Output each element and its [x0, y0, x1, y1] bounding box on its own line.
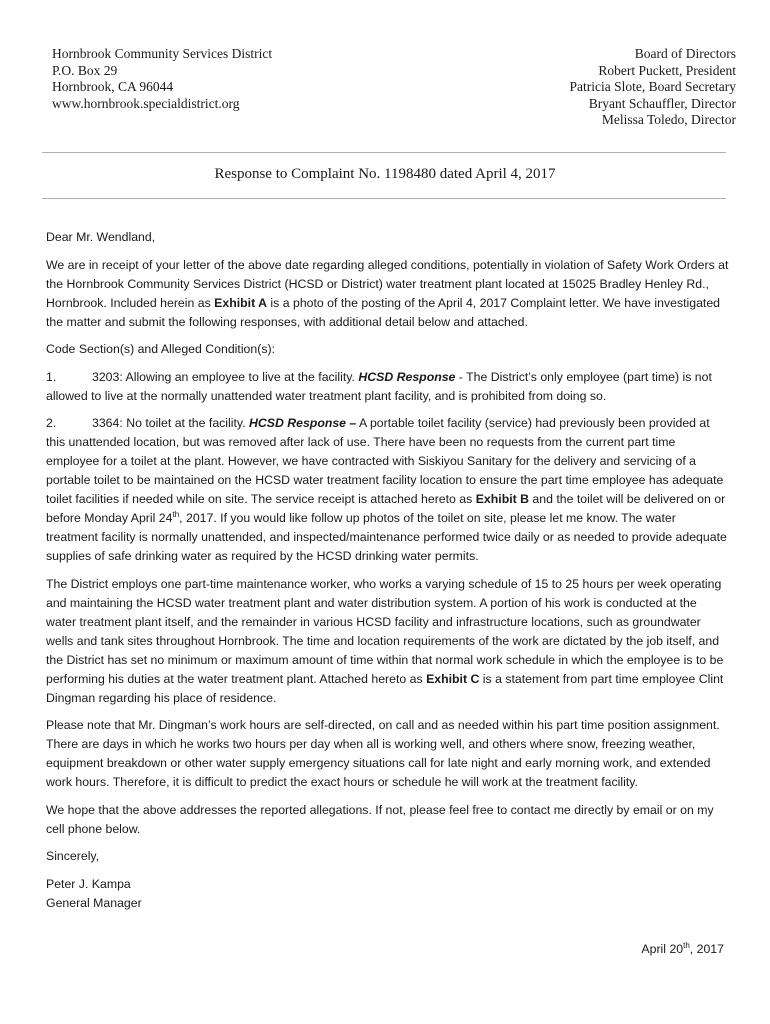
salutation: Dear Mr. Wendland, [46, 230, 156, 244]
code-section-heading: Code Section(s) and Alleged Condition(s): [46, 342, 275, 356]
intro-paragraph: We are in receipt of your letter of the above date regarding alleged conditions, potentially in violation of Safety Work Orders at the Hornbrook Community Services District (HCSD or District) water treatment plant located at 15025 Bradley Henley Rd., Hornbrook. Included herein as Exhibit A is a photo of the posting of the April 4, 2017 Complaint letter. We have investigated the matter and submit the following responses, with additional detail below and attached. [46, 257, 729, 329]
item-2: 2. 3364: No toilet at the facility. HCSD Response – A portable toilet facility (service) had previously been provided at this unattended location, but was removed after lack of use. There have been no requests from the current part time employee for a toilet at the plant. However, we have contracted with Siskiyou Sanitary for the delivery and servicing of a portable toilet to be maintained on the HCSD water treatment facility location to ensure the part time employee has adequate toilet facilities if needed while on site. The service receipt is attached hereto as Exhibit B and the toilet will be delivered on or before Monday April 24th, 2017. If you would like follow up photos of the toilet on site, please let me know. The water treatment facility is normally unattended, and inspected/maintenance performed twice daily or as needed to provide adequate supplies of safe drinking water as required by the HCSD drinking water permits. [46, 416, 727, 563]
title-divider [42, 198, 726, 199]
hcsd-response-label: HCSD Response – [248, 416, 357, 430]
district-name: Hornbrook Community Services District [52, 46, 273, 61]
top-divider [42, 152, 726, 153]
city-state-zip: Hornbrook, CA 96044 [52, 79, 174, 94]
district-address-block [52, 46, 272, 112]
signer-name: Peter J. Kampa [46, 876, 131, 891]
exhibit-b: Exhibit B [475, 492, 530, 506]
closing-paragraph: We hope that the above addresses the reported allegations. If not, please feel free to contact me directly by email or on my cell phone below. [46, 802, 714, 836]
exhibit-c: Exhibit C [426, 671, 480, 686]
po-box: P.O. Box 29 [52, 62, 118, 78]
board-title: Board of Directors [634, 46, 736, 61]
work-hours-paragraph: Please note that Mr. Dingman’s work hours are self-directed, on call and as needed within his part time position assignment. There are days in which he works two hours per day when all is working well, and others where snow, freezing weather, equipment breakdown or other water supply emergency situations call for late night and early morning work, and extended work hours. Therefore, it is difficult to predict the exact hours or schedule he will work at the treatment facility. [46, 718, 720, 789]
letter-body [46, 228, 730, 921]
page-title: Response to Complaint No. 1198480 dated April 4, 2017 [214, 166, 556, 182]
item-number: 1. [46, 369, 57, 384]
board-of-directors-block [570, 46, 736, 129]
board-member: Bryant Schauffler, Director [588, 95, 736, 111]
board-member: Melissa Toledo, Director [601, 112, 736, 127]
closing: Sincerely, [46, 849, 100, 863]
hcsd-response-label: HCSD Response [358, 369, 456, 384]
employee-paragraph: The District employs one part-time maintenance worker, who works a varying schedule of 15 to 25 hours per week operating and maintaining the HCSD water treatment plant and water distribution system. A portion of his work is conducted at the water treatment plant itself, and the remainder in various HCSD facility and infrastructure locations, such as groundwater wells and tank sites throughout Hornbrook. The time and location requirements of the work are dictated by the job itself, and the District has set no minimum or maximum amount of time within that normal work schedule in which the employee is to be performing his duties at the water treatment plant. Attached hereto as Exhibit C is a statement from part time employee Clint Dingman regarding his place of residence. [46, 576, 724, 705]
website-link[interactable]: www.hornbrook.specialdistrict.org [52, 95, 240, 111]
item-number: 2. [46, 416, 57, 430]
board-member: Patricia Slote, Board Secretary [569, 79, 736, 94]
signer-title: General Manager [46, 895, 142, 910]
letter-date: April 20th, 2017 [641, 940, 724, 956]
board-member: Robert Puckett, President [598, 62, 736, 78]
signature-block [46, 875, 730, 913]
exhibit-a: Exhibit A [214, 295, 268, 310]
item-1: 1. 3203: Allowing an employee to live at the facility. HCSD Response - The District’s only employee (part time) is not allowed to live at the normally unattended water treatment plant facility, and is prohibited from doing so. [46, 369, 712, 403]
